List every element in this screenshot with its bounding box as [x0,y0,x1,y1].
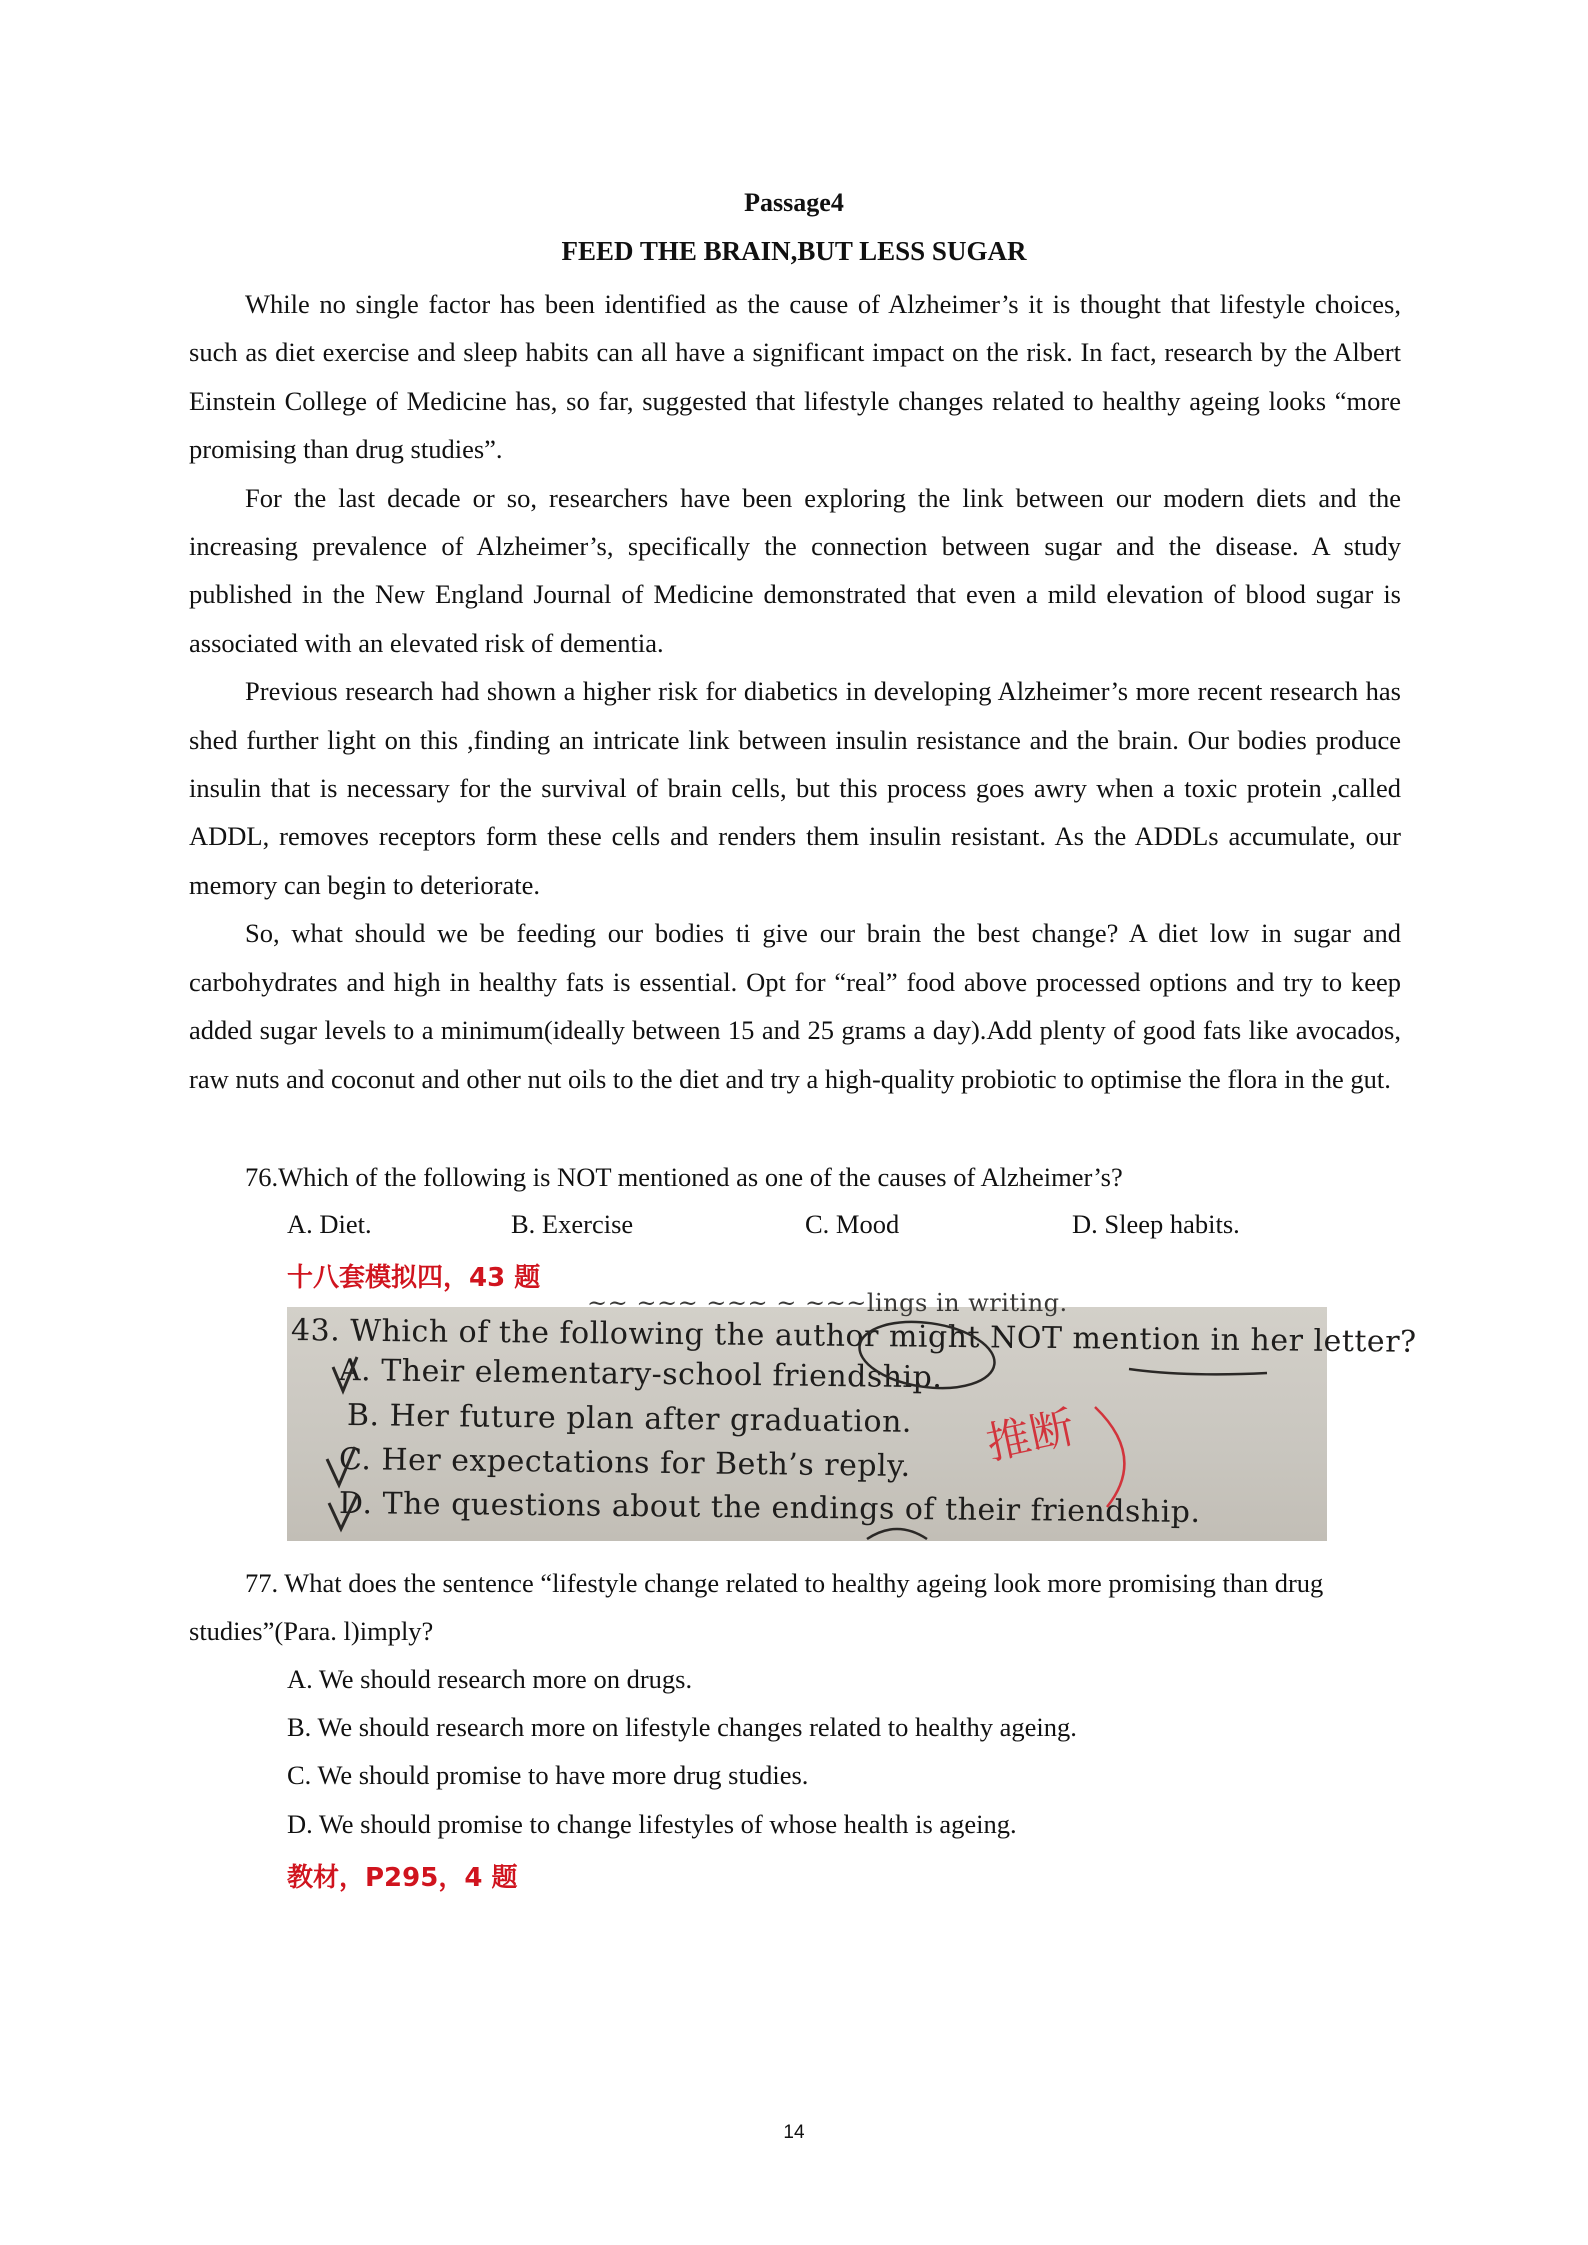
workbook-photo [287,1289,1417,1541]
passage-body [189,280,1401,1103]
paragraph: For the last decade or so, researchers have been exploring the link between our modern diets and the increasing prevalence of Alzheimer’s, specifically the connection between sugar and the disease. A study published in the New England Journal of Medicine demonstrated that even a mild elevation of blood sugar is associated with an elevated risk of dementia. [189,482,1401,658]
passage-label: Passage4 [744,188,844,217]
paragraph: So, what should we be feeding our bodies ti give our brain the best change? A diet low in sugar and carbohydrates and high in healthy fats is essential. Opt for “real” food above processed options and try to keep added sugar levels to a minimum(ideally between 15 and 25 grams a day).Add plenty of good fats like avocados, raw nuts and coconut and other nut oils to the diet and try a high-quality probiotic to optimise the flora in the gut. [189,918,1401,1094]
question-76-option-a: A. Diet. [287,1209,372,1239]
question-77-option-b: B. We should research more on lifestyle changes related to healthy ageing. [287,1712,1077,1742]
paragraph: Previous research had shown a higher risk for diabetics in developing Alzheimer’s more recent research has shed further light on this ,finding an intricate link between insulin resistance and the brain. Our bodies produce insulin that is necessary for the survival of brain cells, but this process goes awry when a toxic protein ,called ADDL, removes receptors form these cells and renders them insulin resistant. As the ADDLs accumulate, our memory can begin to deteriorate. [189,676,1401,900]
handwritten-marks [287,1307,1327,1541]
photo-handwriting: 推断 [982,1401,1079,1471]
question-77-option-a: A. We should research more on drugs. [287,1664,693,1694]
question-76-option-c: C. Mood [805,1209,900,1239]
check-mark-icon [333,1357,357,1391]
check-mark-icon [327,1447,355,1485]
question-76-option-b: B. Exercise [511,1209,634,1239]
photo-question-stem: 43. Which of the following the author might NOT mention in her letter? [290,1313,1417,1360]
photo-option-d: D. The questions about the endings of their friendship. [338,1486,1201,1531]
underline-mark-icon [1129,1369,1267,1374]
question-76-option-d: D. Sleep habits. [1072,1209,1240,1239]
question-76-source-note: 十八套模拟四，43 题 [287,1263,541,1293]
red-stroke-mark-icon [1095,1407,1124,1507]
question-77-stem-line1: 77. What does the sentence “lifestyle change related to healthy ageing look more promising than drug [245,1568,1324,1598]
photo-option-a: A. Their elementary-school friendship. [338,1353,943,1396]
paragraph: While no single factor has been identified as the cause of Alzheimer’s it is thought that lifestyle choices, such as diet exercise and sleep habits can all have a significant impact on the risk. In fact, research by the Albert Einstein College of Medicine has, so far, suggested that lifestyle changes related to healthy ageing looks “more promising than drug studies”. [189,289,1401,465]
question-76-stem: 76.Which of the following is NOT mentioned as one of the causes of Alzheimer’s? [245,1162,1123,1192]
check-mark-icon [329,1495,357,1529]
photo-top-fragment: ~~ ~~~ ~~~ ~ ~~~lings in writing. [587,1289,1068,1317]
photo-option-c: C. Her expectations for Beth’s reply. [338,1442,911,1484]
question-77-option-c: C. We should promise to have more drug studies. [287,1760,809,1790]
page-number: 14 [783,2122,805,2143]
circle-mark-icon [855,1314,999,1396]
question-77-stem-line2: studies”(Para. l)imply? [189,1616,434,1646]
question-77-source-note: 教材，P295，4 题 [287,1863,518,1893]
photo-option-b: B. Her future plan after graduation. [346,1398,913,1440]
passage-title: FEED THE BRAIN,BUT LESS SUGAR [561,236,1027,266]
question-77-option-d: D. We should promise to change lifestyles of whose health is ageing. [287,1809,1017,1839]
arc-mark-icon [867,1529,927,1539]
